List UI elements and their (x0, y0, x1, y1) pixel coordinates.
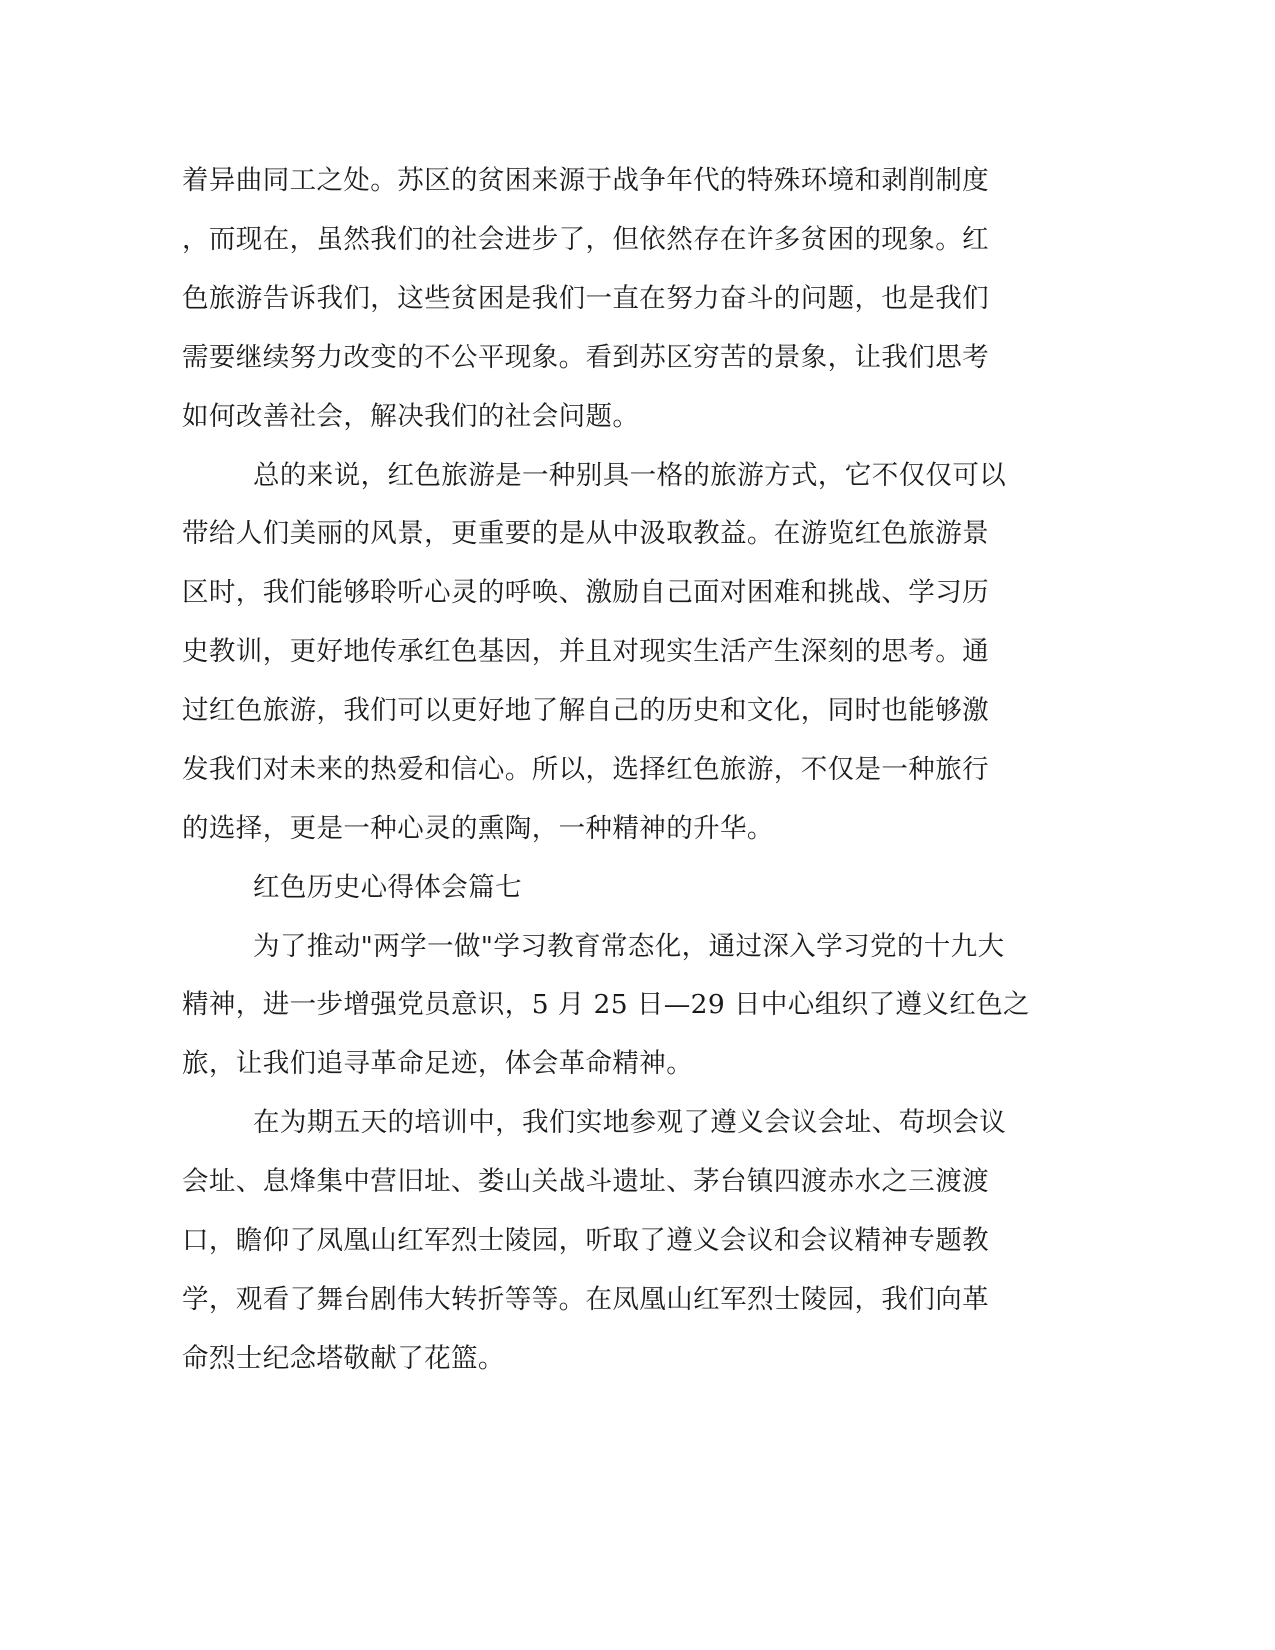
section-heading: 红色历史心得体会篇七 (253, 872, 522, 903)
text-line: 命烈士纪念塔敬献了花篮。 (182, 1343, 505, 1374)
text-line: 学，观看了舞台剧伟大转折等等。在凤凰山红军烈士陵园，我们向革 (182, 1284, 989, 1315)
text-line: 旅，让我们追寻革命足迹，体会革命精神。 (182, 1048, 694, 1079)
text-line: 的选择，更是一种心灵的熏陶，一种精神的升华。 (182, 813, 774, 844)
text-line: 需要继续努力改变的不公平现象。看到苏区穷苦的景象，让我们思考 (182, 342, 989, 373)
paragraph-first-line: 总的来说，红色旅游是一种别具一格的旅游方式，它不仅仅可以 (253, 460, 1007, 491)
text-line: 会址、息烽集中营旧址、娄山关战斗遗址、茅台镇四渡赤水之三渡渡 (182, 1166, 989, 1197)
text-line: ，而现在，虽然我们的社会进步了，但依然存在许多贫困的现象。红 (182, 224, 989, 255)
text-line: 发我们对未来的热爱和信心。所以，选择红色旅游，不仅是一种旅行 (182, 754, 989, 785)
text-line: 如何改善社会，解决我们的社会问题。 (182, 401, 640, 432)
paragraph-first-line: 为了推动"两学一做"学习教育常态化，通过深入学习党的十九大 (253, 931, 1005, 962)
text-line: 着异曲同工之处。苏区的贫困来源于战争年代的特殊环境和剥削制度 (182, 165, 989, 196)
text-line: 区时，我们能够聆听心灵的呼唤、激励自己面对困难和挑战、学习历 (182, 577, 989, 608)
text-line: 精神，进一步增强党员意识，5 月 25 日—29 日中心组织了遵义红色之 (182, 989, 1030, 1020)
text-line: 过红色旅游，我们可以更好地了解自己的历史和文化，同时也能够激 (182, 695, 989, 726)
text-line: 色旅游告诉我们，这些贫困是我们一直在努力奋斗的问题，也是我们 (182, 283, 989, 314)
text-line: 带给人们美丽的风景，更重要的是从中汲取教益。在游览红色旅游景 (182, 518, 989, 549)
text-line: 口，瞻仰了凤凰山红军烈士陵园，听取了遵义会议和会议精神专题教 (182, 1225, 989, 1256)
text-line: 史教训，更好地传承红色基因，并且对现实生活产生深刻的思考。通 (182, 636, 989, 667)
paragraph-first-line: 在为期五天的培训中，我们实地参观了遵义会议会址、苟坝会议 (253, 1107, 1007, 1138)
